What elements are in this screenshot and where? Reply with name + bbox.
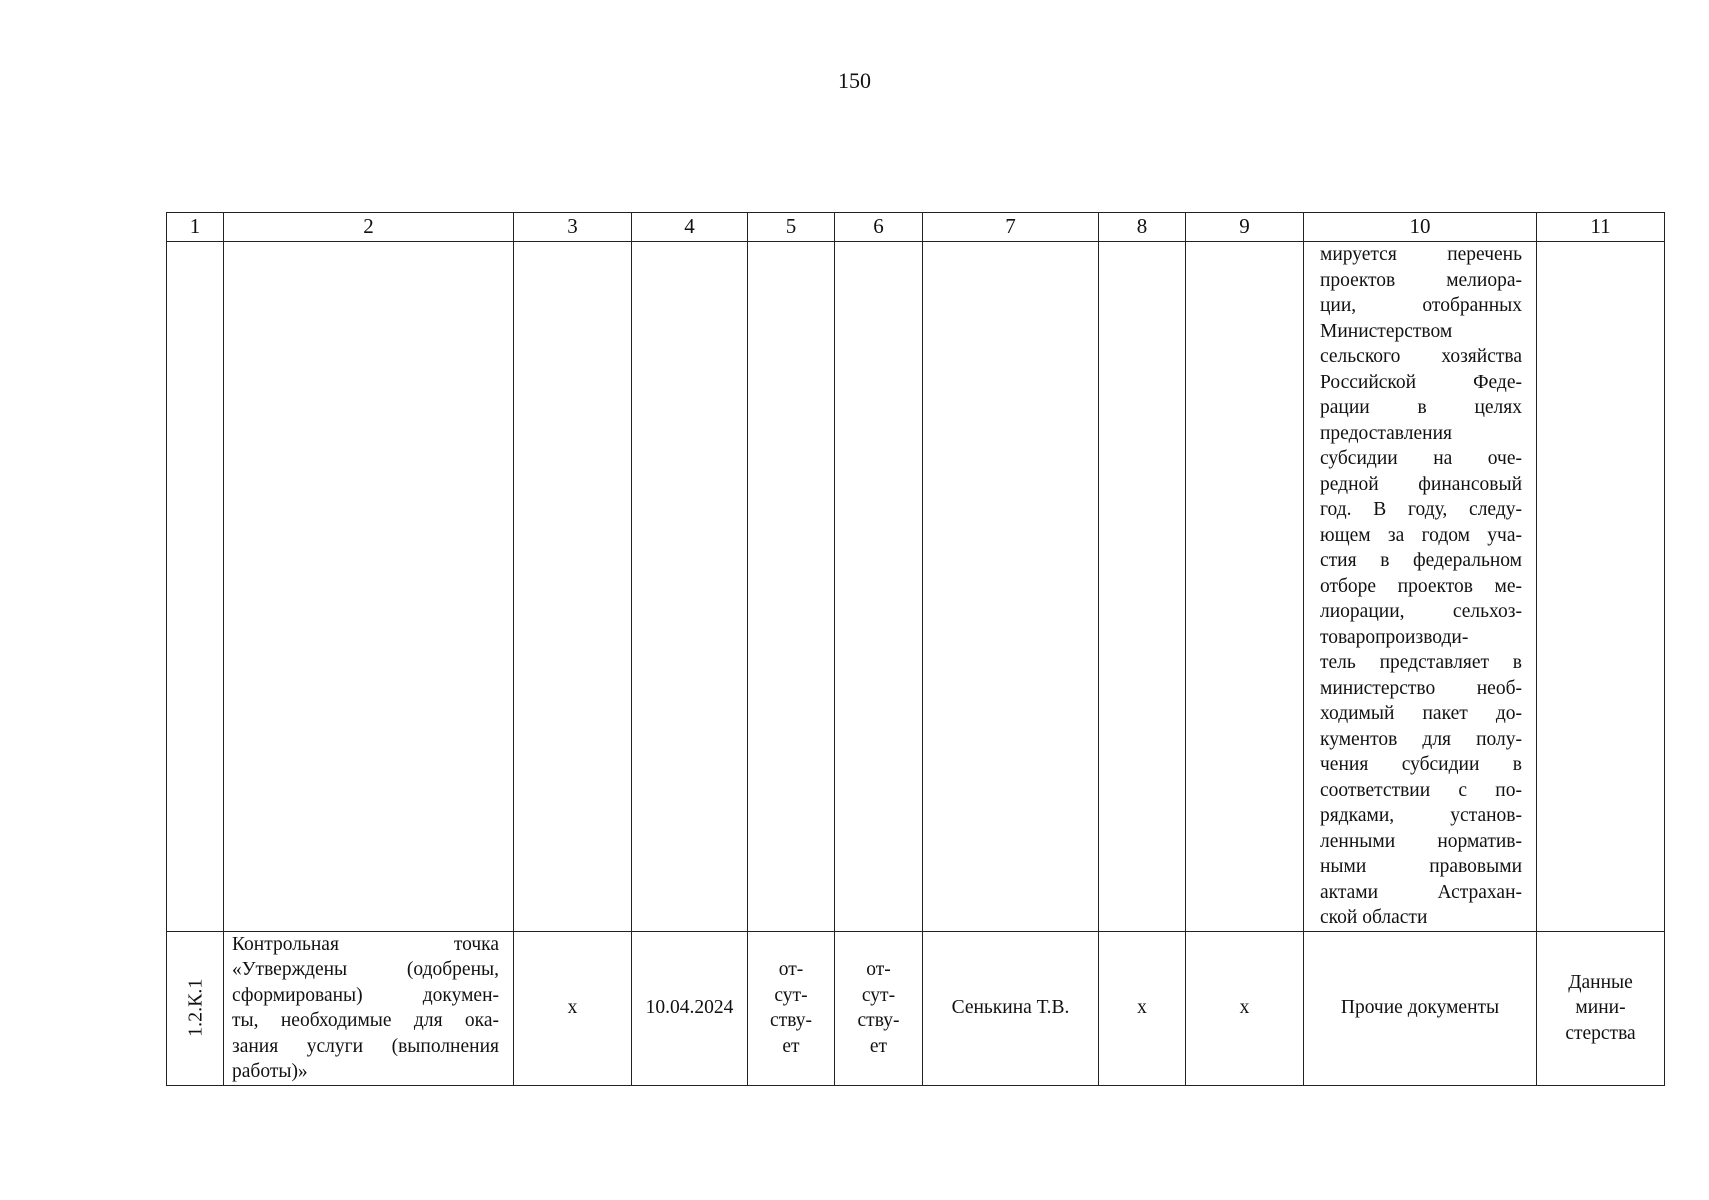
description-line: ской области [1320,907,1428,928]
description-line: министерство необ- [1320,677,1522,699]
text-line: Данные [1568,971,1633,993]
description-line: Российской Феде- [1320,371,1522,393]
cont-cell-8 [1099,242,1186,932]
plan-table [166,212,1665,1086]
description-line: сформированы) докумен- [232,984,499,1006]
description-line: Контрольная точка [232,933,499,955]
cp-responsible: Сенькина Т.В. [923,931,1099,1085]
control-point-description-cell [224,931,514,1085]
description-line: ными правовыми [1320,856,1522,877]
description-line: лиорации, сельхоз- [1320,601,1522,622]
col-header-2: 2 [224,213,514,242]
col-header-5: 5 [748,213,835,242]
text-line: сут- [774,984,808,1006]
text-line: ет [782,1035,800,1057]
description-line: субсидии на оче- [1320,448,1522,469]
cont-cell-3 [514,242,632,932]
col-header-11: 11 [1537,213,1665,242]
description-line: стия в федеральном [1320,550,1522,571]
cont-cell-6 [835,242,923,932]
col-header-8: 8 [1099,213,1186,242]
text-line: от- [778,959,804,980]
description-line: товаропроизводи- [1320,626,1469,648]
continued-description [1304,242,1536,931]
text-line: от- [866,959,891,980]
description-line: чения субсидии в [1320,754,1522,775]
description-line: предоставления [1320,422,1452,444]
description-line: Министерством [1320,320,1453,342]
cp-col8: х [1099,931,1186,1085]
cont-cell-5 [748,242,835,932]
text-line: стерства [1565,1022,1636,1044]
cont-cell-10 [1304,242,1537,932]
cp-col6 [835,931,923,1085]
description-line: рации в целях [1320,397,1522,418]
description-line: проектов мелиора- [1320,269,1522,291]
description-line: тель представляет в [1320,652,1522,673]
cp-col5 [748,931,835,1085]
description-line: сельского хозяйства [1320,346,1522,367]
text-line: ет [869,1035,888,1057]
col-header-9: 9 [1186,213,1304,242]
col-header-10: 10 [1304,213,1537,242]
control-point-id: 1.2.К.1 [184,978,207,1038]
col-header-7: 7 [923,213,1099,242]
control-point-id-cell [167,931,224,1085]
cont-cell-4 [632,242,748,932]
cont-cell-2 [224,242,514,932]
cp-col6-text [835,957,922,1059]
cont-cell-7 [923,242,1099,932]
description-line: кументов для полу- [1320,728,1522,750]
cp-col9: х [1186,931,1304,1085]
description-line: мируется перечень [1320,244,1522,265]
description-line: зания услуги (выполнения [232,1035,499,1057]
text-line: ству- [770,1010,812,1031]
cont-cell-1 [167,242,224,932]
col-header-6: 6 [835,213,923,242]
control-point-description [232,932,499,1085]
cp-source [1537,931,1665,1085]
cp-document-type: Прочие документы [1304,931,1537,1085]
description-line: ющем за годом уча- [1320,524,1522,546]
col-header-1: 1 [167,213,224,242]
text-line: ству- [857,1010,900,1031]
description-line: редной финансовый [1320,473,1522,495]
description-line: ты, необходимые для ока- [232,1010,499,1031]
cp-col5-text [748,957,834,1059]
cp-source-text [1537,970,1664,1047]
cp-date: 10.04.2024 [632,931,748,1085]
cont-cell-9 [1186,242,1304,932]
col-header-4: 4 [632,213,748,242]
description-line: соответствии с по- [1320,779,1522,801]
description-line: ции, отобранных [1320,295,1522,316]
cont-cell-11 [1537,242,1665,932]
description-line: актами Астрахан- [1320,881,1522,903]
text-line: мини- [1575,997,1626,1019]
description-line: год. В году, следу- [1320,499,1522,520]
description-line: рядками, установ- [1320,805,1522,826]
description-line: ленными норматив- [1320,830,1522,852]
continuation-row [167,242,1665,932]
description-line: «Утверждены (одобрены, [232,959,499,980]
control-point-row [167,931,1665,1085]
description-line: отборе проектов ме- [1320,575,1522,597]
column-number-row [167,213,1665,242]
description-line: ходимый пакет до- [1320,703,1522,724]
cp-col3: х [514,931,632,1085]
col-header-3: 3 [514,213,632,242]
page-number: 150 [838,68,871,93]
text-line: сут- [861,984,896,1006]
description-line: работы)» [232,1061,308,1082]
